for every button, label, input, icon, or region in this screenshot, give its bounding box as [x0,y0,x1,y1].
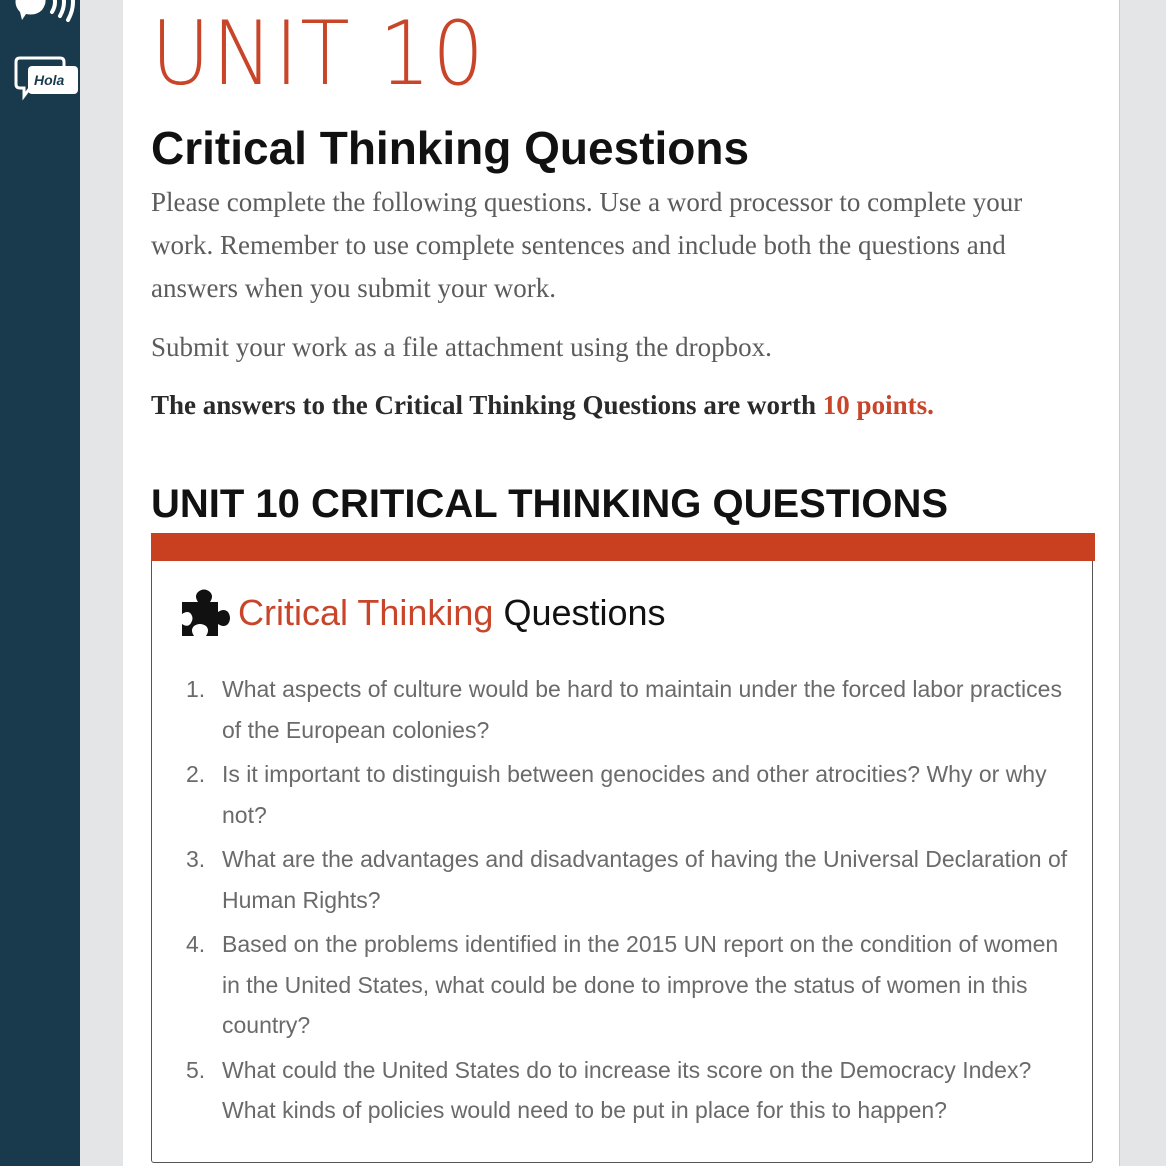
title-rest: Questions [493,592,666,633]
page-gutter [1119,0,1166,1166]
question-number: 2. [186,761,206,787]
section-heading: UNIT 10 CRITICAL THINKING QUESTIONS [151,482,949,526]
question-text: Is it important to distinguish between genocides and other atrocities? Why or why not? [222,761,1047,828]
questions-list [180,669,1070,1135]
question-number: 5. [186,1056,206,1083]
question-text: What could the United States do to increase its score on the Democracy Index? What kinds of policies would need to be put in place for this to happen? [222,1056,1032,1123]
question-number: 4. [186,931,206,957]
title-accent: Critical Thinking [238,592,494,633]
points-value: 10 points. [822,390,934,420]
questions-box [151,533,1093,1163]
list-item [180,754,1070,835]
list-item [180,924,1070,1046]
list-item [180,839,1070,920]
question-number: 3. [186,846,206,872]
puzzle-piece-icon [178,586,232,640]
speaker-icon[interactable] [0,0,80,30]
list-item [180,669,1070,750]
points-note-prefix: The answers to the Critical Thinking Questions are worth [151,390,823,420]
questions-box-header-bar [151,533,1095,561]
points-note [151,384,934,427]
question-text: Based on the problems identified in the 2015 UN report on the condition of women in the United States, what could be done to improve the status of women in this country? [222,931,1059,1038]
page-heading: Critical Thinking Questions [151,122,750,174]
submit-note: Submit your work as a file attachment using the dropbox. [151,332,772,362]
sidebar [0,0,80,1166]
list-item [180,1050,1070,1131]
question-text: What aspects of culture would be hard to maintain under the forced labor practices of the European colonies? [222,676,1062,743]
unit-title: UNIT 10 [151,2,486,105]
intro-paragraph: Please complete the following questions. Use a word processor to complete your work. Remember to use complete sentences and include both the questions and answers when you submit your work. [151,187,1023,303]
question-text: What are the advantages and disadvantages of having the Universal Declaration of Human Rights? [222,846,1068,913]
question-number: 1. [186,676,206,702]
questions-box-title [178,585,666,641]
content-page [123,0,1119,1166]
questions-box-title-text [238,591,666,635]
hola-label: Hola [34,72,65,88]
